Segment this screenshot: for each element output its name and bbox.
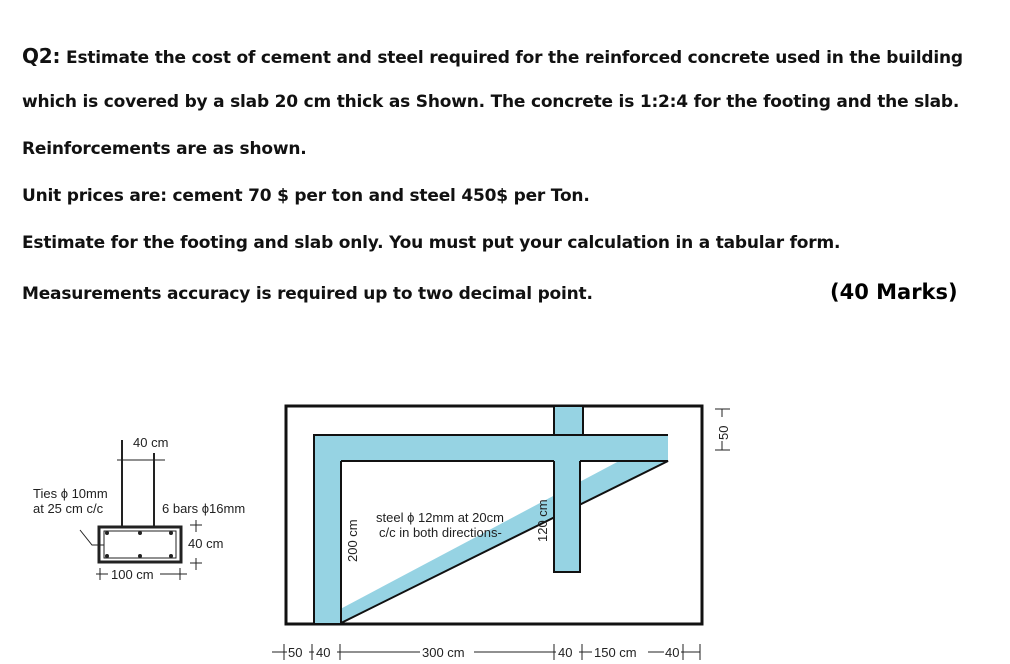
dim-120: 120 cm — [535, 499, 550, 542]
depth-label: 40 cm — [188, 536, 224, 551]
question-text: Estimate the cost of cement and steel required for the reinforced concrete used in the building — [66, 48, 963, 68]
dim-bottom-0: 50 — [288, 645, 303, 660]
question-line-5: Estimate for the footing and slab only. You must put your calculation in a tabular form. — [22, 233, 841, 253]
dim-bottom-1: 40 — [316, 645, 331, 660]
question-line-2: which is covered by a slab 20 cm thick as Shown. The concrete is 1:2:4 for the footing and the slab. — [22, 92, 960, 112]
dim-bottom-2: 300 cm — [422, 645, 465, 660]
dim-50-right: 50 — [716, 425, 731, 440]
steel-label-1: steel ϕ 12mm at 20cm — [376, 510, 504, 525]
bars-label: 6 bars ϕ16mm — [162, 501, 246, 516]
dim-bottom-3: 40 — [558, 645, 573, 660]
question-label: Q2: — [22, 44, 61, 68]
question-line-4: Unit prices are: cement 70 $ per ton and steel 450$ per Ton. — [22, 186, 590, 206]
question-line-3: Reinforcements are as shown. — [22, 139, 307, 159]
dim-bottom-5: 40 — [665, 645, 680, 660]
dim-200: 200 cm — [345, 519, 360, 562]
dim-bottom-4: 150 cm — [594, 645, 637, 660]
ties-label: Ties ϕ 10mm — [33, 486, 108, 501]
marks: (40 Marks) — [830, 280, 958, 304]
question-line-6: Measurements accuracy is required up to two decimal point. — [22, 284, 593, 304]
steel-label-2: c/c in both directions- — [379, 525, 502, 540]
ties-spacing-label: at 25 cm c/c — [33, 501, 104, 516]
column-width-label: 40 cm — [133, 435, 169, 450]
width-label: 100 cm — [111, 567, 154, 582]
